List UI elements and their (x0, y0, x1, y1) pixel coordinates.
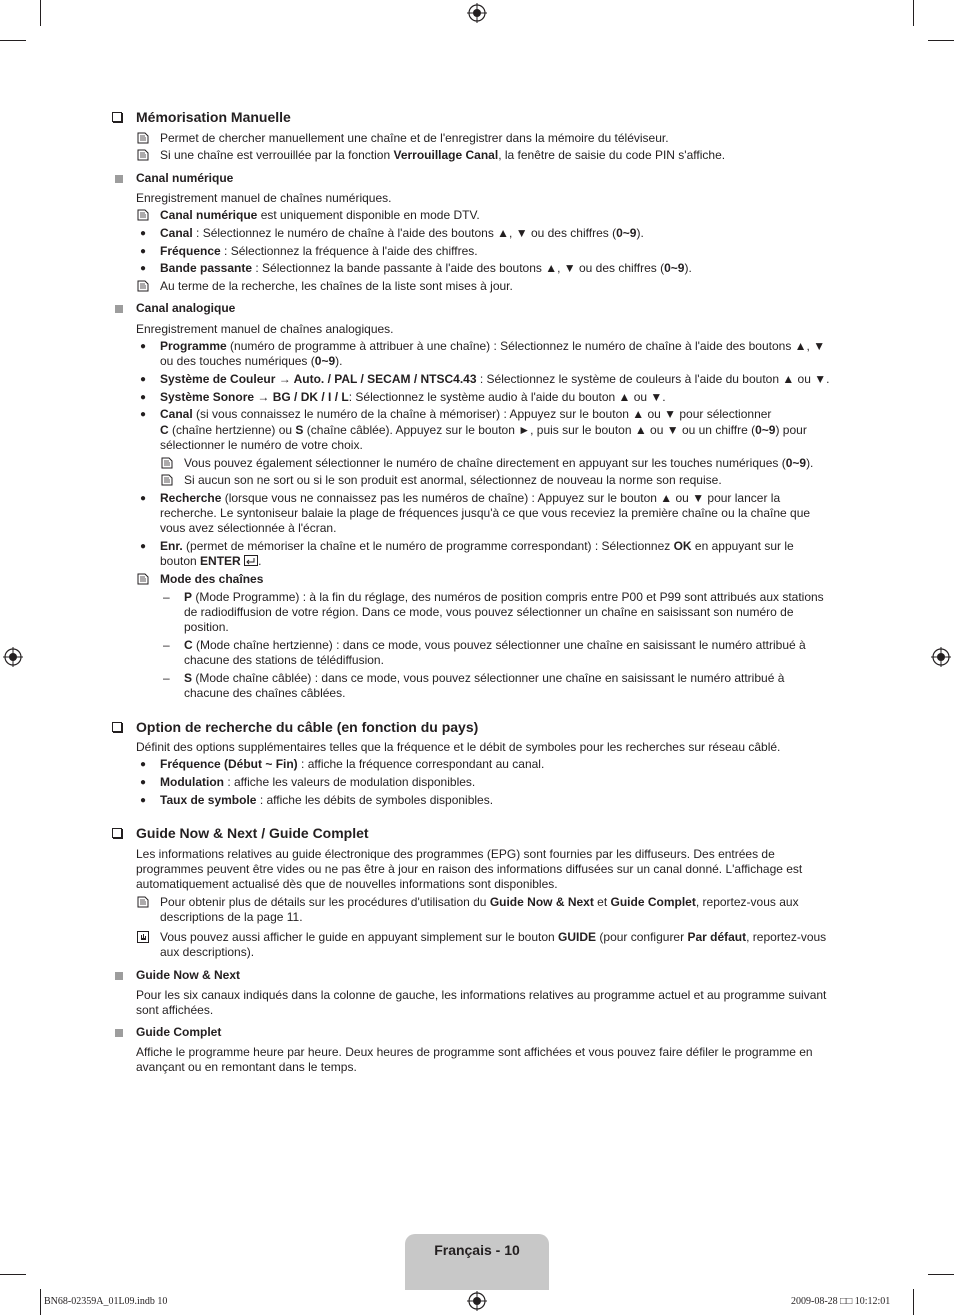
list-item-continuation: ou des touches numériques (0~9). (160, 354, 343, 368)
print-file-slug: BN68-02359A_01L09.indb 10 (44, 1296, 168, 1307)
list-item: Système Sonore → BG / DK / I / L: Sélectionnez le système audio à l'aide du bouton ▲ ou ▼. (160, 390, 666, 404)
paragraph: sont affichées. (136, 1003, 214, 1017)
list-item: Taux de symbole : affiche les débits de symboles disponibles. (160, 793, 494, 807)
bullet-icon: ● (140, 392, 147, 403)
note-title: Mode des chaînes (160, 572, 264, 586)
note-icon (137, 209, 149, 221)
note-text: Vous pouvez également sélectionner le numéro de chaîne directement en appuyant sur les touches numériques (0~9). (184, 456, 814, 470)
note-icon (137, 149, 149, 161)
page-number: Français - 10 (434, 1242, 520, 1258)
note-icon (137, 132, 149, 144)
bullet-icon: ● (140, 541, 147, 552)
tip-icon (137, 931, 149, 943)
paragraph: Enregistrement manuel de chaînes numériques. (136, 191, 392, 205)
square-bullet-icon (115, 972, 123, 980)
paragraph: Définit des options supplémentaires telles que la fréquence et le débit de symboles pour les recherches sur réseau câblé. (136, 740, 781, 754)
list-item-continuation: recherche. Le syntoniseur balaie la plage de fréquences jusqu'à ce que vous receviez la première chaîne ou la chaîne que (160, 506, 811, 520)
list-item-continuation: position. (184, 620, 229, 634)
square-bullet-icon (115, 175, 123, 183)
note-text-continuation: aux descriptions). (160, 945, 255, 959)
note-text: Permet de chercher manuellement une chaîne et de l'enregistrer dans la mémoire du téléviseur. (160, 131, 669, 145)
list-item-continuation: de radiodiffusion de votre région. Dans ce mode, vous pouvez sélectionner un chaîne en saisissant son numéro de (184, 605, 794, 619)
paragraph: avançant ou en remontant dans le temps. (136, 1060, 357, 1074)
bullet-icon: ● (140, 795, 147, 806)
note-text: Pour obtenir plus de détails sur les procédures d'utilisation du Guide Now & Next et Guide Complet, reportez-vous aux (160, 895, 799, 909)
note-text: Si une chaîne est verrouillée par la fonction Verrouillage Canal, la fenêtre de saisie du code PIN s'affiche. (160, 148, 726, 162)
note-icon (137, 280, 149, 292)
bullet-icon: ● (140, 228, 147, 239)
note-icon (137, 573, 149, 585)
note-icon (161, 474, 173, 486)
paragraph: Affiche le programme heure par heure. Deux heures de programme sont affichées et vous pouvez faire défiler le programme en (136, 1045, 813, 1059)
bullet-icon: ● (140, 341, 147, 352)
checkbox-bullet-icon (112, 722, 122, 732)
bullet-icon: ● (140, 409, 147, 420)
subsection-title: Canal analogique (136, 301, 236, 315)
bullet-icon: ● (140, 493, 147, 504)
bullet-icon: ● (140, 759, 147, 770)
list-item: Modulation : affiche les valeurs de modulation disponibles. (160, 775, 476, 789)
list-item-continuation: sélectionner le numéro de votre choix. (160, 438, 363, 452)
print-date-slug: 2009-08-28 □□ 10:12:01 (791, 1296, 891, 1307)
list-item: Programme (numéro de programme à attribuer à une chaîne) : Sélectionnez le numéro de chaîne à l'aide des boutons ▲, ▼ (160, 339, 826, 353)
paragraph: programmes peuvent être vides ou ne pas être à jour en raison des informations diffusées sur un canal donné. L'affichage est (136, 862, 803, 876)
paragraph: Les informations relatives au guide électronique des programmes (EPG) sont fournies par les diffuseurs. Des entrées de (136, 847, 775, 861)
list-item: Fréquence : Sélectionnez la fréquence à l'aide des chiffres. (160, 244, 478, 258)
dash-bullet: – (163, 638, 170, 652)
paragraph: automatiquement actualisé dès que de nouvelles informations sont disponibles. (136, 877, 558, 891)
note-icon (161, 457, 173, 469)
section-title-cable: Option de recherche du câble (en fonction du pays) (136, 719, 478, 736)
list-item: Système de Couleur → Auto. / PAL / SECAM / NTSC4.43 : Sélectionnez le système de couleurs à l'aide du bouton ▲ ou ▼. (160, 372, 830, 386)
list-item: P (Mode Programme) : à la fin du réglage, des numéros de position compris entre P00 et P99 sont attribués aux stations (184, 590, 824, 604)
list-item: Fréquence (Début ~ Fin) : affiche la fréquence correspondant au canal. (160, 757, 545, 771)
note-text: Canal numérique est uniquement disponible en mode DTV. (160, 208, 480, 222)
list-item-continuation: C (chaîne hertzienne) ou S (chaîne câblée). Appuyez sur le bouton ►, puis sur le bouton ▲ ou ▼ ou un chiffre (0~9) pour (160, 423, 807, 437)
bullet-icon: ● (140, 246, 147, 257)
bullet-icon: ● (140, 263, 147, 274)
checkbox-bullet-icon (112, 828, 122, 838)
square-bullet-icon (115, 1029, 123, 1037)
subsection-title: Guide Complet (136, 1025, 222, 1039)
subsection-title: Canal numérique (136, 171, 234, 185)
subsection-title: Guide Now & Next (136, 968, 241, 982)
square-bullet-icon (115, 305, 123, 313)
paragraph: Pour les six canaux indiqués dans la colonne de gauche, les informations relatives au programme actuel et au programme suivant (136, 988, 827, 1002)
list-item: S (Mode chaîne câblée) : dans ce mode, vous pouvez sélectionner une chaîne en saisissant le numéro attribué à (184, 671, 785, 685)
list-item: Bande passante : Sélectionnez la bande passante à l'aide des boutons ▲, ▼ ou des chiffres (0~9). (160, 261, 692, 275)
note-text: Si aucun son ne sort ou si le son produit est anormal, sélectionnez de nouveau la norme son requise. (184, 473, 722, 487)
dash-bullet: – (163, 671, 170, 685)
list-item-continuation: bouton ENTER . (160, 554, 262, 568)
list-item-continuation: vous avez sélectionnée à l'écran. (160, 521, 337, 535)
enter-key-icon (244, 555, 258, 566)
list-item-continuation: chacune des chaînes câblées. (184, 686, 346, 700)
section-title-guide: Guide Now & Next / Guide Complet (136, 825, 369, 842)
list-item-continuation: chacune des stations de télédiffusion. (184, 653, 384, 667)
list-item: Recherche (lorsque vous ne connaissez pas les numéros de chaîne) : Appuyez sur le bouton ▲ ou ▼ pour lancer la (160, 491, 781, 505)
list-item: C (Mode chaîne hertzienne) : dans ce mode, vous pouvez sélectionner une chaîne en saisissant le numéro attribué à (184, 638, 806, 652)
note-text-continuation: descriptions de la page 11. (160, 910, 303, 924)
bullet-icon: ● (140, 374, 147, 385)
bullet-icon: ● (140, 777, 147, 788)
note-text: Vous pouvez aussi afficher le guide en appuyant simplement sur le bouton GUIDE (pour configurer Par défaut, reportez-vous (160, 930, 827, 944)
list-item: Enr. (permet de mémoriser la chaîne et le numéro de programme correspondant) : Sélectionnez OK en appuyant sur le (160, 539, 794, 553)
section-title-memorisation: Mémorisation Manuelle (136, 109, 291, 126)
list-item: Canal (si vous connaissez le numéro de la chaîne à mémoriser) : Appuyez sur le bouton ▲ ou ▼ pour sélectionner (160, 407, 772, 421)
paragraph: Enregistrement manuel de chaînes analogiques. (136, 322, 394, 336)
list-item: Canal : Sélectionnez le numéro de chaîne à l'aide des boutons ▲, ▼ ou des chiffres (0~9). (160, 226, 644, 240)
note-text: Au terme de la recherche, les chaînes de la liste sont mises à jour. (160, 279, 513, 293)
dash-bullet: – (163, 590, 170, 604)
note-icon (137, 896, 149, 908)
checkbox-bullet-icon (112, 112, 122, 122)
